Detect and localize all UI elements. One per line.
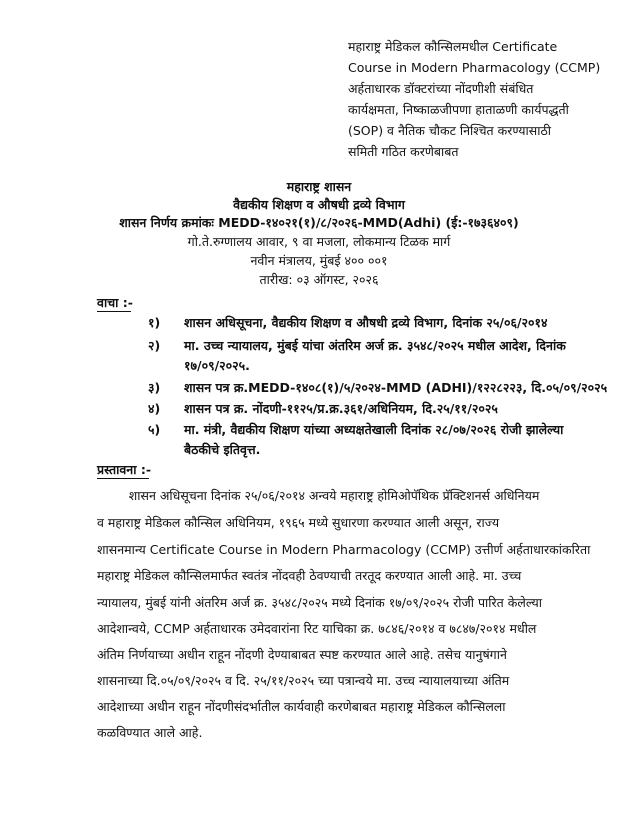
preamble-line: शासनाच्या दि.०५/०९/२०२५ व दि. २५/११/२०२५ च्या पत्रान्वये मा. उच्च न्यायालयाच्या अंतिम (97, 673, 510, 688)
preamble-line: शासन अधिसूचना दिनांक २५/०६/२०१४ अन्वये महाराष्ट्र होमिओपॅथिक प्रॅक्टिशनर्स अधिनियम (97, 488, 540, 503)
preamble-line: कळविण्यात आले आहे. (97, 725, 203, 740)
reference-text: शासन पत्र क्र.MEDD-१४०८(१)/५/२०२४-MMD (ADHI)/१२२८२२३, दि.०५/०९/२०२५ (184, 380, 608, 395)
reference-text: शासन अधिसूचना, वैद्यकीय शिक्षण व औषधी द्रव्ये विभाग, दिनांक २५/०६/२०१४ (184, 315, 548, 330)
resolution-number: शासन निर्णय क्रमांकः MEDD-१४०२१(१)/८/२०२६-MMD(Adhi) (ई:-१७३६४०९) (119, 215, 519, 230)
preamble-line: न्यायालय, मुंबई यांनी अंतरिम अर्ज क्र. ३५४८/२०२५ मध्ये दिनांक १७/०९/२०२५ रोजी पारित केलेल्या (97, 595, 543, 610)
subject-block (348, 36, 601, 162)
reference-number: २) (148, 338, 161, 353)
reference-text: मा. मंत्री, वैद्यकीय शिक्षण यांच्या अध्यक्षतेखाली दिनांक २८/०७/२०२६ रोजी झालेल्या (184, 422, 564, 437)
subject-line: अर्हताधारक डॉक्टरांच्या नोंदणीशी संबंधित (348, 81, 534, 96)
reference-number: ५) (148, 422, 161, 437)
government-title: महाराष्ट्र शासन (286, 179, 352, 194)
department-name: वैद्यकीय शिक्षण व औषधी द्रव्ये विभाग (233, 197, 405, 212)
preamble-line: आदेशान्वये, CCMP अर्हताधारक उमेदवारांना रिट याचिका क्र. ७८४६/२०१४ व ७८४७/२०१४ मधील (97, 621, 537, 636)
reference-text: बैठकीचे इतिवृत्त. (184, 442, 261, 457)
subject-line: (SOP) व नैतिक चौकट निश्चित करण्यासाठी (348, 123, 551, 138)
reference-text: शासन पत्र क्र. नोंदणी-११२५/प्र.क्र.३६१/अधिनियम, दि.२५/११/२०२५ (184, 401, 498, 416)
reference-text: मा. उच्च न्यायालय, मुंबई यांचा अंतरिम अर्ज क्र. ३५४८/२०२५ मधील आदेश, दिनांक (184, 338, 566, 353)
reads-label: वाचा :- (97, 295, 133, 310)
subject-line: समिती गठित करणेबाबत (348, 144, 459, 159)
address-line-1: गो.ते.रुग्णालय आवार, ९ वा मजला, लोकमान्य टिळक मार्ग (187, 234, 451, 249)
subject-line: Course in Modern Pharmacology (CCMP) (348, 60, 601, 75)
preamble-line: व महाराष्ट्र मेडिकल कौन्सिल अधिनियम, १९६५ मध्ये सुधारणा करण्यात आली असून, राज्य (97, 515, 500, 530)
resolution-date: तारीख: ०३ ऑगस्ट, २०२६ (259, 272, 379, 287)
subject-line: महाराष्ट्र मेडिकल कौन्सिलमधील Certificate (348, 39, 558, 54)
preamble-line: महाराष्ट्र मेडिकल कौन्सिलमार्फत स्वतंत्र नोंदवही ठेवण्याची तरतूद करण्यात आली आहे. मा. उच्च (97, 568, 522, 583)
subject-line: कार्यक्षमता, निष्काळजीपणा हाताळणी कार्यपद्धती (348, 102, 569, 117)
preamble-line: आदेशाच्या अधीन राहून नोंदणीसंदर्भातील कार्यवाही करणेबाबत महाराष्ट्र मेडिकल कौन्सिलला (97, 699, 506, 714)
preamble-line: अंतिम निर्णयाच्या अधीन राहून नोंदणी देण्याबाबत स्पष्ट करण्यात आले आहे. तसेच यानुषंगाने (97, 647, 507, 662)
reference-number: १) (148, 315, 161, 330)
reference-number: ४) (148, 401, 161, 416)
reference-text: १७/०९/२०२५. (184, 358, 250, 373)
preamble-label: प्रस्तावना :- (97, 462, 152, 477)
address-line-2: नवीन मंत्रालय, मुंबई ४०० ००१ (250, 253, 388, 268)
reference-number: ३) (148, 380, 161, 395)
preamble-line: शासनमान्य Certificate Course in Modern Pharmacology (CCMP) उत्तीर्ण अर्हताधारकांकरिता (97, 542, 591, 557)
